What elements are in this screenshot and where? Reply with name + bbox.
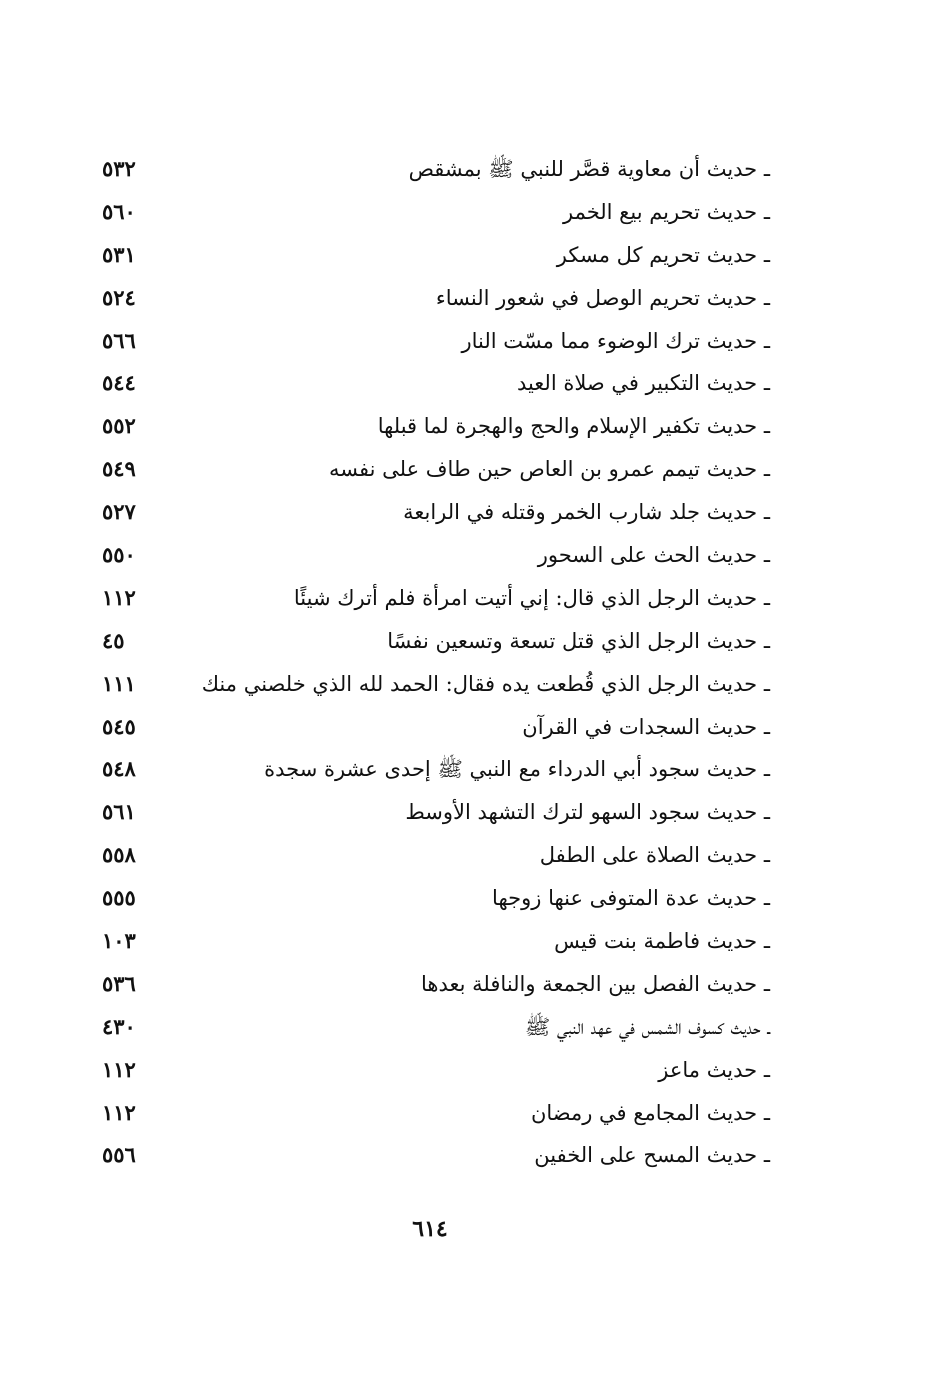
entry-title: ـ حديث جلد شارب الخمر وقتله في الرابعة bbox=[403, 500, 770, 525]
entry-page-number: ١١٢ bbox=[102, 1099, 136, 1125]
entry-title: ـ حديث سجود السهو لترك التشهد الأوسط bbox=[405, 800, 770, 825]
entry-page-number: ٥٥٦ bbox=[102, 1142, 136, 1168]
index-entry bbox=[90, 320, 770, 363]
index-entry bbox=[90, 534, 770, 577]
entry-page-number: ٥٣٦ bbox=[102, 970, 136, 996]
entry-page-number: ١١٢ bbox=[102, 1056, 136, 1082]
entry-title: ـ حديث تحريم كل مسكر bbox=[556, 242, 770, 267]
entry-page-number: ٥٥٥ bbox=[102, 885, 136, 911]
index-entry bbox=[90, 920, 770, 963]
entry-title: ـ حديث فاطمة بنت قيس bbox=[554, 929, 770, 954]
entry-title: ـ حديث التكبير في صلاة العيد bbox=[516, 371, 770, 396]
entry-page-number: ٥٢٧ bbox=[102, 499, 136, 525]
index-entry bbox=[90, 577, 770, 620]
index-entry bbox=[90, 362, 770, 405]
entry-title: ـ حديث المجامع في رمضان bbox=[530, 1100, 770, 1125]
index-entry bbox=[90, 791, 770, 834]
index-entry bbox=[90, 191, 770, 234]
entry-page-number: ٥٢٤ bbox=[102, 284, 136, 310]
entry-title: ـ حديث الرجل الذي قال: إني أتيت امرأة فلم أترك شيئًا bbox=[293, 585, 770, 610]
entry-page-number: ٥٤٨ bbox=[102, 756, 136, 782]
entry-title: ـ حديث أن معاوية قصَّر للنبي ﷺ بمشقص bbox=[408, 157, 770, 181]
index-entry bbox=[90, 1049, 770, 1092]
hadith-index-list bbox=[90, 148, 770, 1177]
entry-page-number: ١١١ bbox=[102, 670, 136, 696]
index-entry bbox=[90, 834, 770, 877]
entry-title: ـ حديث الصلاة على الطفل bbox=[539, 843, 770, 868]
entry-page-number: ٥٤٤ bbox=[102, 370, 136, 396]
entry-page-number: ٥٤٩ bbox=[102, 456, 136, 482]
index-entry bbox=[90, 405, 770, 448]
index-entry bbox=[90, 148, 770, 191]
entry-title: ـ حديث عدة المتوفى عنها زوجها bbox=[492, 886, 770, 911]
entry-page-number: ٥٥٢ bbox=[102, 413, 136, 439]
entry-page-number: ١١٢ bbox=[102, 584, 136, 610]
index-entry bbox=[90, 1092, 770, 1135]
entry-page-number: ٥٦٠ bbox=[102, 198, 136, 224]
index-entry bbox=[90, 277, 770, 320]
index-entry bbox=[90, 877, 770, 920]
entry-page-number: ١٠٣ bbox=[102, 928, 136, 954]
index-entry bbox=[90, 448, 770, 491]
index-entry bbox=[90, 963, 770, 1006]
entry-title: ـ حديث الرجل الذي قُطعت يده فقال: الحمد لله الذي خلصني منك bbox=[201, 671, 770, 696]
entry-title: ـ حديث تحريم بيع الخمر bbox=[562, 199, 770, 224]
entry-title: ـ حديث المسح على الخفين bbox=[534, 1143, 770, 1168]
entry-page-number: ٤٣٠ bbox=[102, 1013, 136, 1039]
entry-page-number: ٤٥ bbox=[102, 627, 125, 653]
entry-title: ـ حديث الحث على السحور bbox=[537, 543, 770, 568]
entry-page-number: ٥٥٠ bbox=[102, 542, 136, 568]
entry-title: ـ حديث الرجل الذي قتل تسعة وتسعين نفسًا bbox=[387, 628, 770, 653]
index-entry bbox=[90, 1006, 770, 1049]
entry-page-number: ٥٣٢ bbox=[102, 156, 136, 181]
index-entry bbox=[90, 234, 770, 277]
entry-page-number: ٥٥٨ bbox=[102, 842, 136, 868]
entry-title: ـ حديث كسوف الشمس في عهد النبي ﷺ bbox=[524, 1014, 770, 1039]
entry-page-number: ٥٦٦ bbox=[102, 327, 136, 353]
entry-title: ـ حديث تيمم عمرو بن العاص حين طاف على نفسه bbox=[328, 457, 770, 482]
entry-title: ـ حديث سجود أبي الدرداء مع النبي ﷺ إحدى عشرة سجدة bbox=[264, 757, 770, 782]
entry-page-number: ٥٤٥ bbox=[102, 713, 136, 739]
index-entry bbox=[90, 706, 770, 749]
entry-title: ـ حديث ماعز bbox=[658, 1057, 770, 1082]
index-entry bbox=[90, 491, 770, 534]
entry-title: ـ حديث تكفير الإسلام والحج والهجرة لما قبلها bbox=[377, 414, 770, 439]
entry-page-number: ٥٦١ bbox=[102, 799, 136, 825]
entry-title: ـ حديث السجدات في القرآن bbox=[522, 714, 770, 739]
entry-title: ـ حديث الفصل بين الجمعة والنافلة بعدها bbox=[421, 971, 770, 996]
entry-page-number: ٥٣١ bbox=[102, 241, 136, 267]
entry-title: ـ حديث تحريم الوصل في شعور النساء bbox=[435, 285, 770, 310]
index-entry bbox=[90, 663, 770, 706]
index-entry bbox=[90, 748, 770, 791]
index-entry bbox=[90, 1134, 770, 1177]
index-entry bbox=[90, 620, 770, 663]
page-number: ٦١٤ bbox=[412, 1216, 448, 1242]
entry-title: ـ حديث ترك الوضوء مما مسّت النار bbox=[461, 328, 770, 353]
